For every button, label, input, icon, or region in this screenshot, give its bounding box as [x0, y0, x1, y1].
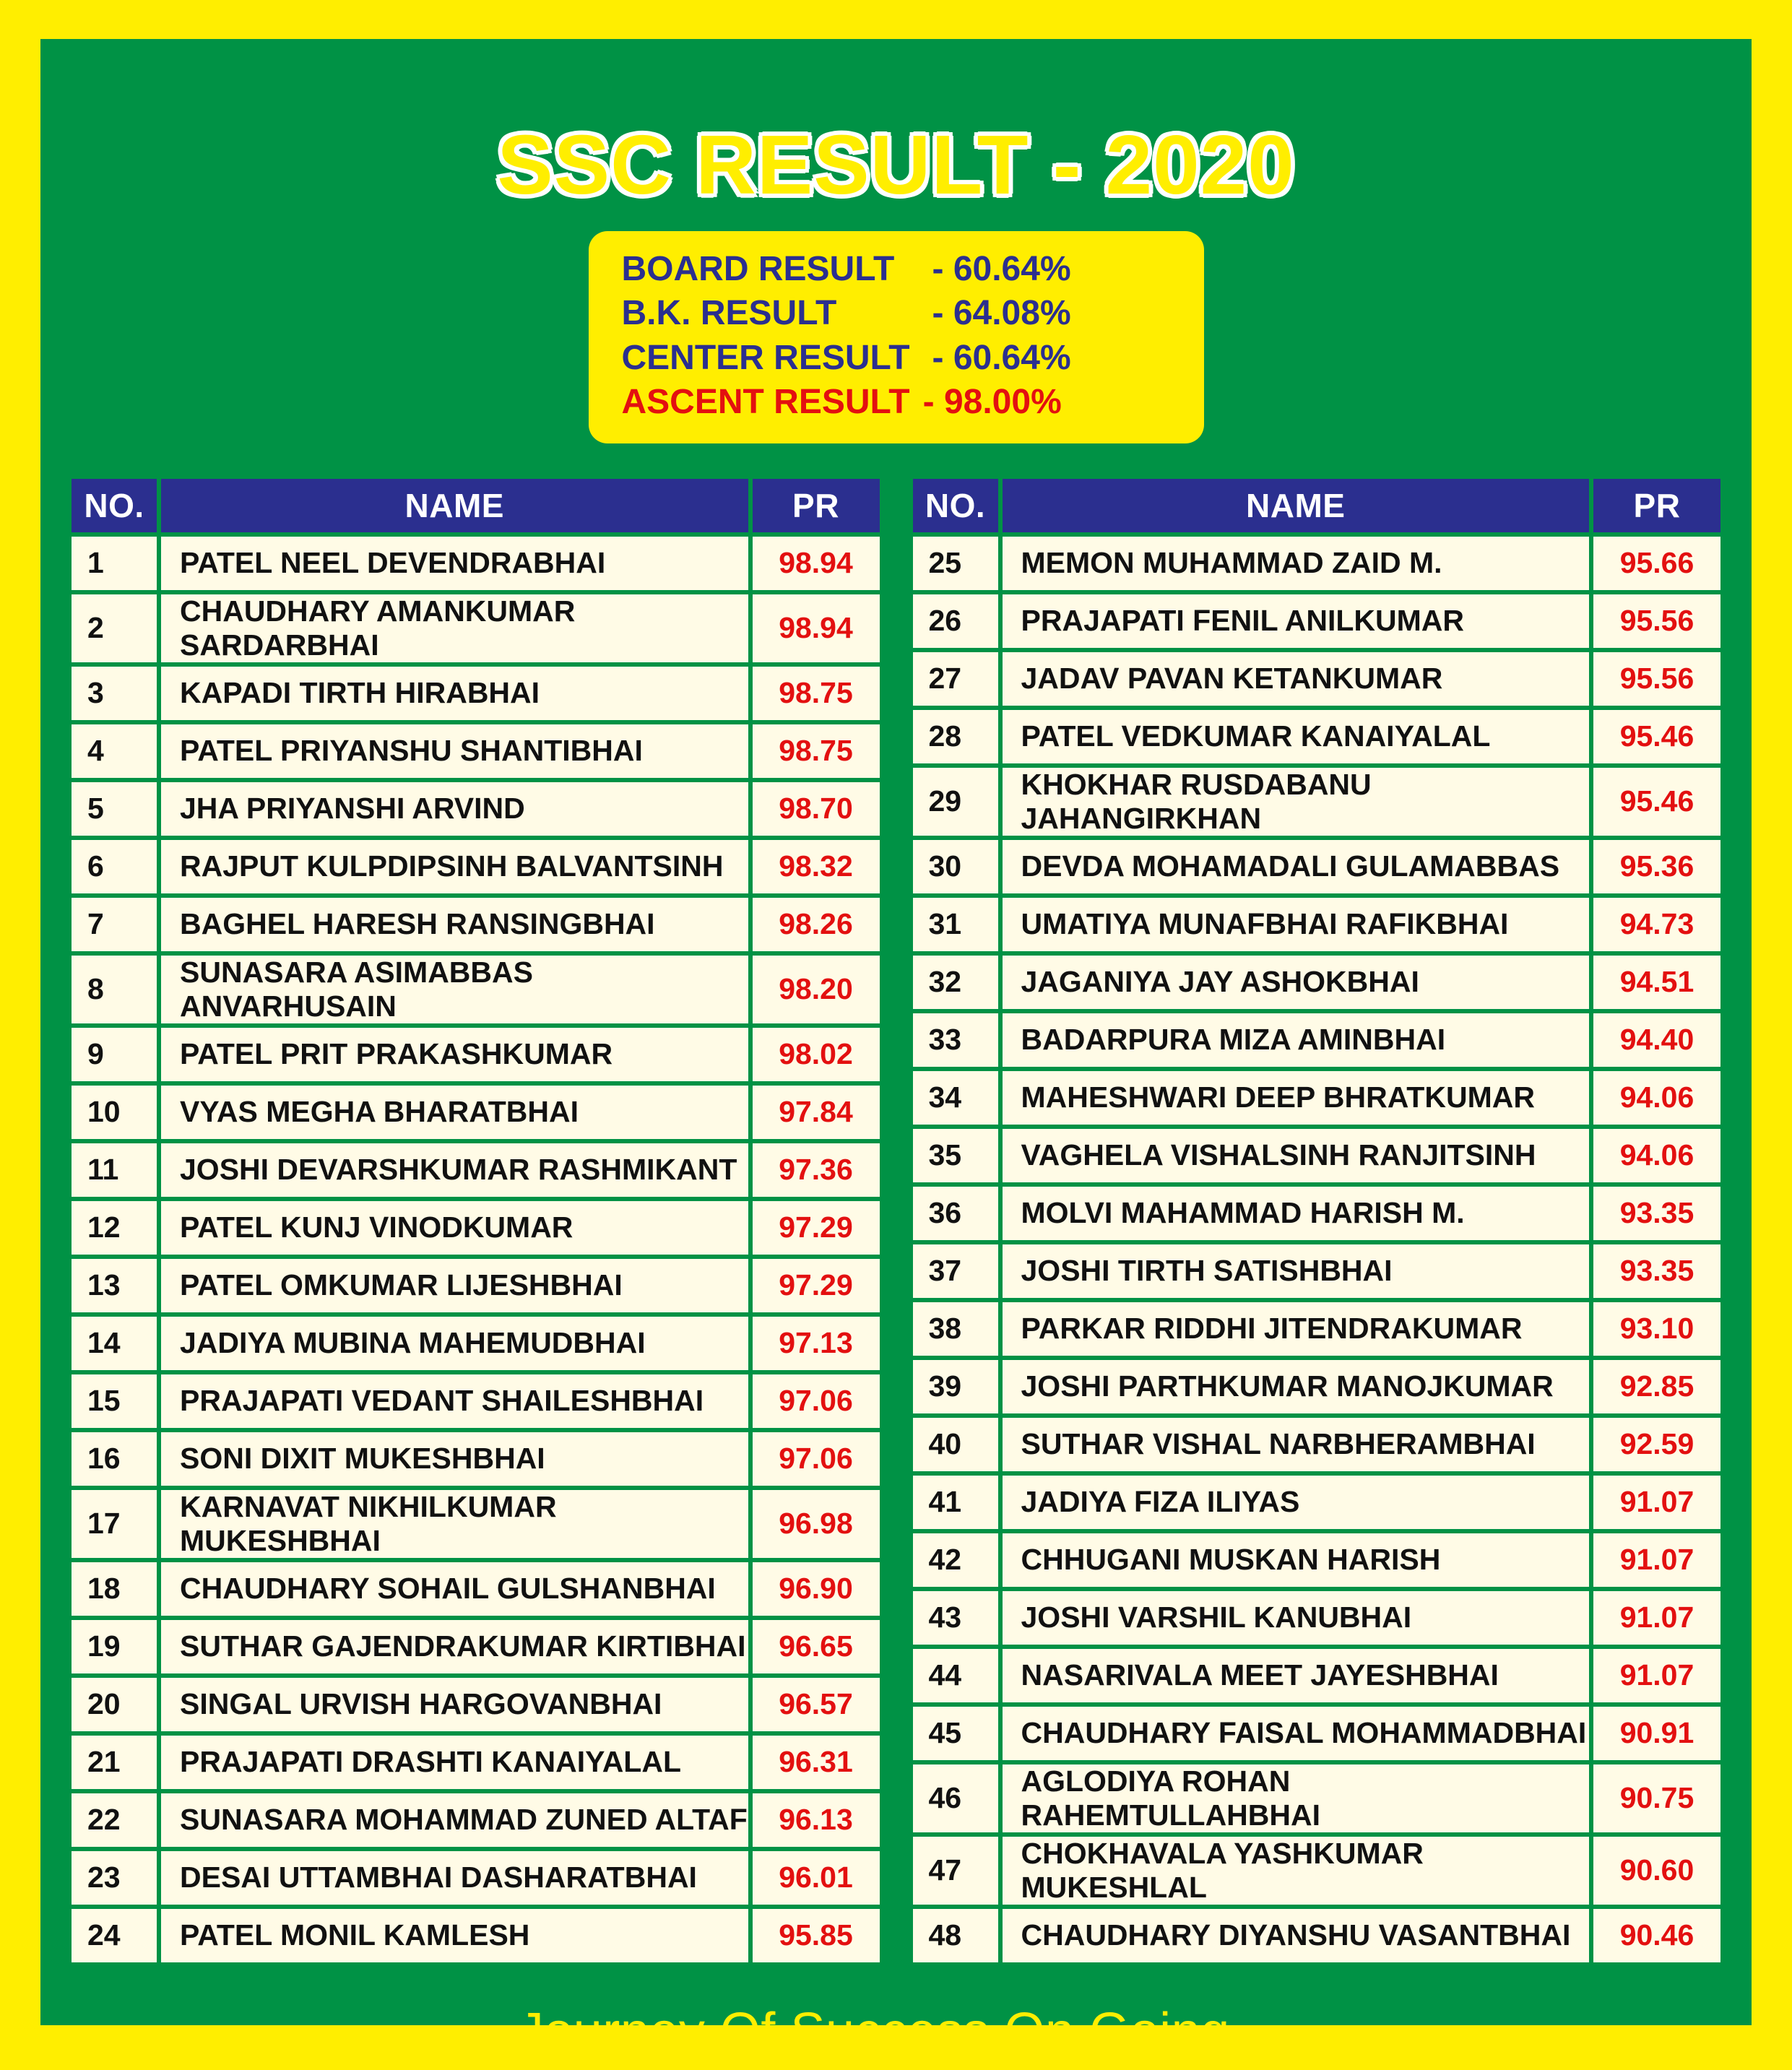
- cell-no: 24: [69, 1907, 159, 1965]
- cell-pr: 95.46: [1591, 766, 1723, 838]
- cell-no: 9: [69, 1026, 159, 1083]
- table-row: [911, 1185, 1723, 1242]
- cell-pr: 98.94: [750, 592, 882, 664]
- table-row: [69, 1199, 882, 1257]
- cell-pr: 96.31: [750, 1733, 882, 1791]
- cell-pr: 91.07: [1591, 1473, 1723, 1531]
- table-row: [911, 1242, 1723, 1300]
- cell-pr: 94.06: [1591, 1127, 1723, 1185]
- cell-no: 39: [911, 1358, 1000, 1416]
- header-name: NAME: [159, 477, 750, 534]
- table-row: [911, 1011, 1723, 1069]
- header-pr: PR: [750, 477, 882, 534]
- cell-name: BADARPURA MIZA AMINBHAI: [1000, 1011, 1592, 1069]
- cell-no: 28: [911, 708, 1000, 766]
- table-body-left: [69, 534, 882, 1965]
- cell-pr: 94.73: [1591, 896, 1723, 953]
- results-tables: [69, 477, 1723, 1965]
- cell-no: 44: [911, 1647, 1000, 1705]
- cell-no: 22: [69, 1791, 159, 1849]
- cell-name: CHOKHAVALA YASHKUMAR MUKESHLAL: [1000, 1835, 1592, 1907]
- cell-name: JOSHI VARSHIL KANUBHAI: [1000, 1589, 1592, 1647]
- cell-name: MOLVI MAHAMMAD HARISH M.: [1000, 1185, 1592, 1242]
- cell-name: JAGANIYA JAY ASHOKBHAI: [1000, 953, 1592, 1011]
- cell-pr: 98.20: [750, 953, 882, 1026]
- cell-pr: 97.36: [750, 1141, 882, 1199]
- cell-no: 34: [911, 1069, 1000, 1127]
- cell-no: 27: [911, 650, 1000, 708]
- green-panel: [40, 39, 1752, 2061]
- table-row: [911, 766, 1723, 838]
- table-row: [911, 1907, 1723, 1965]
- cell-pr: 90.75: [1591, 1762, 1723, 1835]
- page-title: SSC RESULT - 2020: [497, 118, 1295, 212]
- cell-pr: 96.90: [750, 1560, 882, 1618]
- table-row: [69, 1372, 882, 1430]
- table-header-row: [911, 477, 1723, 534]
- cell-pr: 95.56: [1591, 650, 1723, 708]
- table-row: [911, 1069, 1723, 1127]
- cell-pr: 95.66: [1591, 534, 1723, 592]
- cell-no: 37: [911, 1242, 1000, 1300]
- cell-name: JADIYA FIZA ILIYAS: [1000, 1473, 1592, 1531]
- summary-row-board: [622, 247, 1171, 291]
- cell-no: 13: [69, 1257, 159, 1315]
- cell-name: SONI DIXIT MUKESHBHAI: [159, 1430, 750, 1488]
- table-row: [911, 1300, 1723, 1358]
- cell-pr: 93.35: [1591, 1242, 1723, 1300]
- table-row: [911, 1589, 1723, 1647]
- cell-pr: 91.07: [1591, 1531, 1723, 1589]
- cell-pr: 92.85: [1591, 1358, 1723, 1416]
- summary-box: [589, 231, 1204, 443]
- cell-name: MEMON MUHAMMAD ZAID M.: [1000, 534, 1592, 592]
- cell-pr: 97.29: [750, 1199, 882, 1257]
- cell-no: 31: [911, 896, 1000, 953]
- cell-pr: 91.07: [1591, 1647, 1723, 1705]
- summary-label-board: BOARD RESULT: [621, 249, 895, 288]
- summary-value-bk: - 64.08%: [932, 294, 1071, 333]
- cell-no: 20: [69, 1676, 159, 1733]
- cell-no: 26: [911, 592, 1000, 650]
- cell-no: 8: [69, 953, 159, 1026]
- cell-no: 14: [69, 1315, 159, 1372]
- table-row: [911, 534, 1723, 592]
- cell-pr: 96.98: [750, 1488, 882, 1560]
- cell-name: SUNASARA MOHAMMAD ZUNED ALTAF: [159, 1791, 750, 1849]
- cell-pr: 94.06: [1591, 1069, 1723, 1127]
- cell-name: KAPADI TIRTH HIRABHAI: [159, 664, 750, 722]
- cell-pr: 92.59: [1591, 1416, 1723, 1473]
- cell-pr: 96.13: [750, 1791, 882, 1849]
- cell-name: AGLODIYA ROHAN RAHEMTULLAHBHAI: [1000, 1762, 1592, 1835]
- cell-pr: 90.91: [1591, 1705, 1723, 1762]
- table-row: [911, 953, 1723, 1011]
- table-row: [69, 592, 882, 664]
- cell-name: NASARIVALA MEET JAYESHBHAI: [1000, 1647, 1592, 1705]
- table-row: [69, 953, 882, 1026]
- table-row: [911, 1473, 1723, 1531]
- cell-pr: 98.75: [750, 664, 882, 722]
- cell-no: 29: [911, 766, 1000, 838]
- cell-no: 18: [69, 1560, 159, 1618]
- cell-name: PATEL PRIT PRAKASHKUMAR: [159, 1026, 750, 1083]
- cell-pr: 98.94: [750, 534, 882, 592]
- cell-name: CHAUDHARY FAISAL MOHAMMADBHAI: [1000, 1705, 1592, 1762]
- cell-no: 25: [911, 534, 1000, 592]
- cell-name: VAGHELA VISHALSINH RANJITSINH: [1000, 1127, 1592, 1185]
- table-row: [69, 1618, 882, 1676]
- cell-no: 5: [69, 780, 159, 838]
- cell-pr: 98.32: [750, 838, 882, 896]
- footer-tagline: Journey Of Success On Going...: [517, 2002, 1275, 2061]
- cell-no: 21: [69, 1733, 159, 1791]
- cell-no: 10: [69, 1083, 159, 1141]
- table-row: [911, 1416, 1723, 1473]
- cell-name: DESAI UTTAMBHAI DASHARATBHAI: [159, 1849, 750, 1907]
- cell-pr: 98.75: [750, 722, 882, 780]
- table-row: [911, 650, 1723, 708]
- cell-name: PRAJAPATI VEDANT SHAILESHBHAI: [159, 1372, 750, 1430]
- cell-no: 40: [911, 1416, 1000, 1473]
- summary-row-ascent: [622, 380, 1171, 424]
- summary-value-board: - 60.64%: [932, 249, 1071, 288]
- cell-name: PATEL OMKUMAR LIJESHBHAI: [159, 1257, 750, 1315]
- table-row: [911, 1647, 1723, 1705]
- cell-name: MAHESHWARI DEEP BHRATKUMAR: [1000, 1069, 1592, 1127]
- table-row: [911, 708, 1723, 766]
- cell-pr: 95.46: [1591, 708, 1723, 766]
- table-row: [69, 1315, 882, 1372]
- cell-pr: 95.56: [1591, 592, 1723, 650]
- header-no: NO.: [911, 477, 1000, 534]
- table-row: [911, 1705, 1723, 1762]
- table-row: [911, 838, 1723, 896]
- cell-pr: 97.29: [750, 1257, 882, 1315]
- table-row: [911, 896, 1723, 953]
- cell-name: JADAV PAVAN KETANKUMAR: [1000, 650, 1592, 708]
- cell-no: 7: [69, 896, 159, 953]
- cell-name: PATEL NEEL DEVENDRABHAI: [159, 534, 750, 592]
- table-row: [69, 1849, 882, 1907]
- header-no: NO.: [69, 477, 159, 534]
- cell-pr: 97.84: [750, 1083, 882, 1141]
- cell-no: 42: [911, 1531, 1000, 1589]
- cell-name: CHAUDHARY SOHAIL GULSHANBHAI: [159, 1560, 750, 1618]
- cell-name: KHOKHAR RUSDABANU JAHANGIRKHAN: [1000, 766, 1592, 838]
- cell-name: CHAUDHARY AMANKUMAR SARDARBHAI: [159, 592, 750, 664]
- table-body-right: [911, 534, 1723, 1965]
- cell-no: 45: [911, 1705, 1000, 1762]
- cell-name: VYAS MEGHA BHARATBHAI: [159, 1083, 750, 1141]
- table-row: [69, 1791, 882, 1849]
- cell-no: 17: [69, 1488, 159, 1560]
- cell-no: 3: [69, 664, 159, 722]
- header-name: NAME: [1000, 477, 1592, 534]
- summary-value-ascent: - 98.00%: [922, 383, 1062, 422]
- cell-no: 4: [69, 722, 159, 780]
- results-table-left: [69, 477, 882, 1965]
- cell-name: PRAJAPATI DRASHTI KANAIYALAL: [159, 1733, 750, 1791]
- cell-pr: 98.26: [750, 896, 882, 953]
- table-row: [69, 1141, 882, 1199]
- cell-no: 48: [911, 1907, 1000, 1965]
- table-row: [69, 1676, 882, 1733]
- cell-pr: 98.02: [750, 1026, 882, 1083]
- summary-value-center: - 60.64%: [932, 338, 1071, 377]
- cell-name: DEVDA MOHAMADALI GULAMABBAS: [1000, 838, 1592, 896]
- cell-name: PATEL PRIYANSHU SHANTIBHAI: [159, 722, 750, 780]
- cell-no: 32: [911, 953, 1000, 1011]
- cell-name: PATEL VEDKUMAR KANAIYALAL: [1000, 708, 1592, 766]
- cell-no: 47: [911, 1835, 1000, 1907]
- cell-name: PRAJAPATI FENIL ANILKUMAR: [1000, 592, 1592, 650]
- summary-row-bk: [622, 291, 1171, 335]
- table-header-row: [69, 477, 882, 534]
- cell-no: 6: [69, 838, 159, 896]
- cell-name: JOSHI TIRTH SATISHBHAI: [1000, 1242, 1592, 1300]
- cell-name: JHA PRIYANSHI ARVIND: [159, 780, 750, 838]
- table-row: [911, 592, 1723, 650]
- cell-no: 15: [69, 1372, 159, 1430]
- cell-pr: 94.40: [1591, 1011, 1723, 1069]
- cell-pr: 93.10: [1591, 1300, 1723, 1358]
- cell-name: KARNAVAT NIKHILKUMAR MUKESHBHAI: [159, 1488, 750, 1560]
- cell-no: 43: [911, 1589, 1000, 1647]
- table-row: [69, 1560, 882, 1618]
- table-row: [69, 1026, 882, 1083]
- table-row: [69, 534, 882, 592]
- table-row: [69, 780, 882, 838]
- cell-no: 30: [911, 838, 1000, 896]
- cell-name: PATEL KUNJ VINODKUMAR: [159, 1199, 750, 1257]
- cell-no: 2: [69, 592, 159, 664]
- cell-name: SUTHAR VISHAL NARBHERAMBHAI: [1000, 1416, 1592, 1473]
- cell-no: 16: [69, 1430, 159, 1488]
- table-row: [69, 1907, 882, 1965]
- cell-no: 38: [911, 1300, 1000, 1358]
- cell-pr: 96.65: [750, 1618, 882, 1676]
- cell-pr: 95.36: [1591, 838, 1723, 896]
- table-row: [69, 896, 882, 953]
- cell-name: PATEL MONIL KAMLESH: [159, 1907, 750, 1965]
- table-row: [911, 1762, 1723, 1835]
- cell-pr: 96.01: [750, 1849, 882, 1907]
- cell-pr: 95.85: [750, 1907, 882, 1965]
- table-row: [911, 1358, 1723, 1416]
- cell-no: 35: [911, 1127, 1000, 1185]
- cell-name: CHHUGANI MUSKAN HARISH: [1000, 1531, 1592, 1589]
- cell-pr: 93.35: [1591, 1185, 1723, 1242]
- cell-name: CHAUDHARY DIYANSHU VASANTBHAI: [1000, 1907, 1592, 1965]
- cell-name: UMATIYA MUNAFBHAI RAFIKBHAI: [1000, 896, 1592, 953]
- cell-pr: 97.13: [750, 1315, 882, 1372]
- table-row: [69, 1733, 882, 1791]
- cell-pr: 97.06: [750, 1430, 882, 1488]
- cell-no: 23: [69, 1849, 159, 1907]
- cell-no: 12: [69, 1199, 159, 1257]
- cell-no: 36: [911, 1185, 1000, 1242]
- results-table-right: [911, 477, 1723, 1965]
- cell-name: RAJPUT KULPDIPSINH BALVANTSINH: [159, 838, 750, 896]
- cell-name: JOSHI PARTHKUMAR MANOJKUMAR: [1000, 1358, 1592, 1416]
- summary-row-center: [622, 336, 1171, 380]
- cell-name: JOSHI DEVARSHKUMAR RASHMIKANT: [159, 1141, 750, 1199]
- cell-no: 41: [911, 1473, 1000, 1531]
- cell-pr: 90.60: [1591, 1835, 1723, 1907]
- table-row: [69, 664, 882, 722]
- cell-no: 11: [69, 1141, 159, 1199]
- summary-label-center: CENTER RESULT: [621, 338, 910, 377]
- cell-name: SINGAL URVISH HARGOVANBHAI: [159, 1676, 750, 1733]
- cell-name: SUNASARA ASIMABBAS ANVARHUSAIN: [159, 953, 750, 1026]
- table-row: [69, 1257, 882, 1315]
- cell-pr: 94.51: [1591, 953, 1723, 1011]
- table-row: [911, 1531, 1723, 1589]
- cell-name: JADIYA MUBINA MAHEMUDBHAI: [159, 1315, 750, 1372]
- cell-pr: 90.46: [1591, 1907, 1723, 1965]
- cell-pr: 91.07: [1591, 1589, 1723, 1647]
- table-row: [911, 1127, 1723, 1185]
- table-row: [69, 722, 882, 780]
- cell-no: 46: [911, 1762, 1000, 1835]
- table-row: [69, 1083, 882, 1141]
- cell-no: 19: [69, 1618, 159, 1676]
- table-row: [69, 1430, 882, 1488]
- summary-label-bk: B.K. RESULT: [621, 294, 837, 333]
- table-row: [69, 838, 882, 896]
- cell-pr: 98.70: [750, 780, 882, 838]
- cell-pr: 97.06: [750, 1372, 882, 1430]
- cell-no: 1: [69, 534, 159, 592]
- cell-pr: 96.57: [750, 1676, 882, 1733]
- cell-name: SUTHAR GAJENDRAKUMAR KIRTIBHAI: [159, 1618, 750, 1676]
- cell-name: PARKAR RIDDHI JITENDRAKUMAR: [1000, 1300, 1592, 1358]
- summary-label-ascent: ASCENT RESULT: [621, 383, 910, 422]
- cell-name: BAGHEL HARESH RANSINGBHAI: [159, 896, 750, 953]
- header-pr: PR: [1591, 477, 1723, 534]
- table-row: [69, 1488, 882, 1560]
- table-row: [911, 1835, 1723, 1907]
- cell-no: 33: [911, 1011, 1000, 1069]
